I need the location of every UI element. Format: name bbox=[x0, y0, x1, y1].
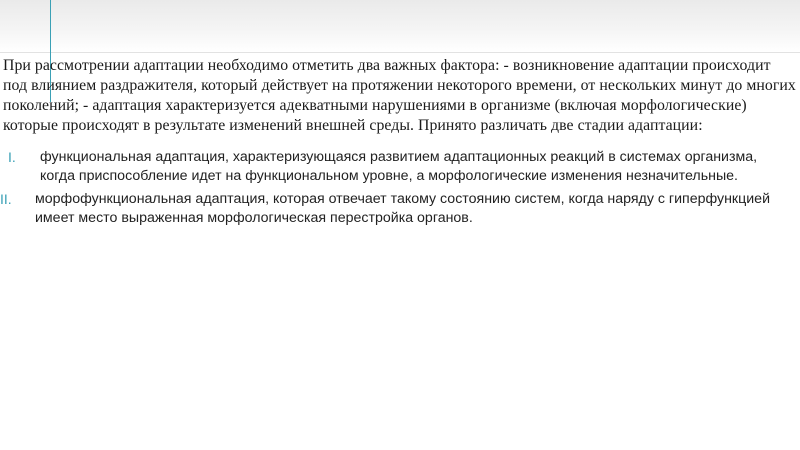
slide-content bbox=[0, 56, 797, 228]
intro-paragraph: При рассмотрении адаптации необходимо отметить два важных фактора: - возникновение адаптации происходит под влиянием раздражителя, который действует на протяжении некоторого времени, от нескольких минут до многих поколений; - адаптация характеризуется адекватными нарушениями в организме (включая морфологические) которые происходят в результате изменений внешней среды. Принято различать две стадии адаптации: bbox=[3, 57, 796, 134]
header-divider-line bbox=[0, 52, 800, 53]
stage-list-item-morphofunctional bbox=[0, 190, 797, 228]
stage-text: функциональная адаптация, характеризующаяся развитием адаптационных реакций в системах организма, когда приспособление идет на функциональном уровне, а морфологические изменения незначительные. bbox=[40, 149, 758, 184]
roman-numeral-marker: II. bbox=[0, 191, 12, 207]
stage-text: морфофункциональная адаптация, которая отвечает такому состоянию систем, когда наряду с гиперфункцией имеет место выраженная морфологическая перестройка органов. bbox=[35, 191, 770, 226]
roman-numeral-marker: I. bbox=[8, 149, 16, 165]
stage-list-item-functional bbox=[3, 148, 797, 186]
top-gradient-band bbox=[0, 0, 800, 52]
